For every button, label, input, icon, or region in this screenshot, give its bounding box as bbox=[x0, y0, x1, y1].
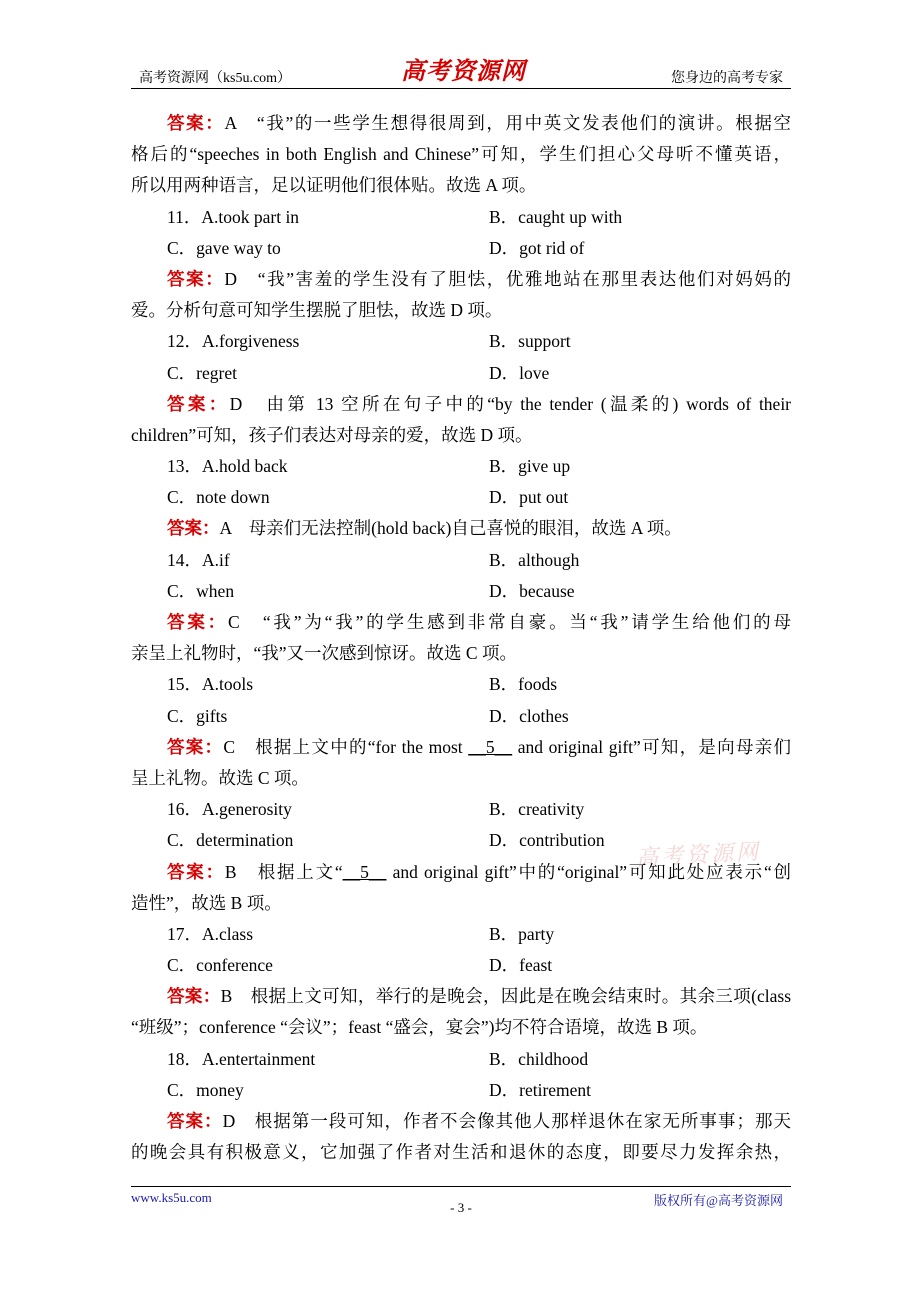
answer-letter: B bbox=[220, 986, 233, 1007]
answer-line bbox=[131, 607, 791, 638]
option-d: D．contribution bbox=[489, 830, 605, 851]
question-row bbox=[131, 326, 791, 357]
question-row bbox=[131, 358, 791, 389]
option-b: B．foods bbox=[489, 674, 558, 695]
answer-label: 答案： bbox=[167, 736, 224, 757]
answer-letter: D bbox=[222, 1111, 236, 1131]
page-number: - 3 - bbox=[450, 1200, 472, 1215]
explanation-text: 由第 13 空所在句子中的“by the tender (温柔的) words of their bbox=[266, 393, 792, 414]
answer-letter: C bbox=[223, 736, 236, 757]
option-a: A.entertainment bbox=[202, 1048, 316, 1069]
option-c: C．when bbox=[167, 580, 235, 601]
option-d: D．clothes bbox=[489, 705, 569, 726]
option-a: A.forgiveness bbox=[202, 331, 300, 352]
option-b: B．give up bbox=[489, 456, 571, 477]
answer-label: 答案： bbox=[167, 393, 230, 414]
answer-label: 答案： bbox=[167, 861, 225, 882]
question-number: 14． bbox=[167, 549, 202, 570]
answer-letter: A bbox=[224, 113, 237, 133]
explanation-text: “我”为“我”的学生感到非常自豪。当“我”请学生给他们的母 bbox=[262, 612, 792, 632]
option-a: A.class bbox=[202, 923, 254, 944]
answer-letter: D bbox=[229, 393, 243, 414]
answer-letter: D bbox=[224, 268, 237, 289]
explanation-text: “我”的一些学生想得很周到，用中英文发表他们的演讲。根据空 bbox=[256, 113, 791, 133]
header-logo: 高考资源网 bbox=[401, 59, 526, 85]
question-row bbox=[131, 669, 791, 700]
question-row bbox=[131, 202, 791, 233]
question-row bbox=[131, 576, 791, 607]
explanation-text: “我”害羞的学生没有了胆怯，优雅地站在那里表达他们对妈妈的 bbox=[257, 268, 792, 289]
option-a: A.hold back bbox=[202, 456, 288, 477]
option-c: C．gave way to bbox=[167, 237, 281, 258]
question-row bbox=[131, 1075, 791, 1106]
explanation-line: 呈上礼物。故选 C 项。 bbox=[131, 767, 309, 788]
answer-letter: B bbox=[224, 861, 237, 882]
option-c: C．gifts bbox=[167, 705, 228, 726]
answer-line bbox=[131, 513, 791, 544]
question-row bbox=[131, 482, 791, 513]
question-row bbox=[131, 451, 791, 482]
option-d: D．got rid of bbox=[489, 237, 585, 258]
explanation-text: 母亲们无法控制(hold back)自己喜悦的眼泪，故选 A 项。 bbox=[248, 518, 682, 539]
option-b: B．creativity bbox=[489, 799, 585, 820]
explanation-text: 根据上文中的“for the most bbox=[255, 736, 469, 757]
question-number: 16． bbox=[167, 799, 202, 820]
explanation-line: 的晚会具有积极意义，它加强了作者对生活和退休的态度，即要尽力发挥余热， bbox=[131, 1142, 791, 1163]
explanation-line: children”可知，孩子们表达对母亲的爱，故选 D 项。 bbox=[131, 424, 533, 445]
option-a: A.tools bbox=[202, 674, 254, 695]
question-row bbox=[131, 919, 791, 950]
answer-line bbox=[131, 264, 791, 295]
question-number: 11． bbox=[167, 206, 202, 227]
page-header bbox=[131, 50, 791, 89]
page-content bbox=[131, 108, 791, 1168]
answer-letter: C bbox=[227, 612, 240, 632]
explanation-text: 根据上文“ bbox=[257, 861, 343, 882]
question-number: 12． bbox=[167, 331, 202, 352]
explanation-text: 根据第一段可知，作者不会像其他人那样退休在家无所事事；那天 bbox=[254, 1111, 792, 1131]
answer-line bbox=[131, 389, 791, 420]
option-c: C．conference bbox=[167, 955, 273, 976]
question-row bbox=[131, 950, 791, 981]
option-b: B．caught up with bbox=[489, 206, 623, 227]
option-c: C．money bbox=[167, 1079, 244, 1100]
blank-reference: __5__ bbox=[342, 861, 387, 882]
explanation-text: and original gift”中的“original”可知此处应表示“创 bbox=[386, 861, 792, 882]
footer-site-link[interactable]: www.ks5u.com bbox=[131, 1190, 212, 1205]
answer-label: 答案： bbox=[167, 113, 225, 133]
answer-letter: A bbox=[219, 518, 232, 539]
option-d: D．retirement bbox=[489, 1079, 592, 1100]
explanation-line: 亲呈上礼物时，“我”又一次感到惊讶。故选 C 项。 bbox=[131, 643, 517, 664]
answer-line bbox=[131, 1106, 791, 1137]
explanation-line: 爱。分析句意可知学生摆脱了胆怯，故选 D 项。 bbox=[131, 300, 503, 321]
answer-label: 答案： bbox=[167, 518, 220, 539]
answer-line bbox=[131, 981, 791, 1012]
question-row bbox=[131, 545, 791, 576]
option-a: A.if bbox=[202, 549, 230, 570]
answer-line bbox=[131, 732, 791, 763]
option-c: C．determination bbox=[167, 830, 294, 851]
option-b: B．childhood bbox=[489, 1048, 589, 1069]
explanation-text: 根据上文可知，举行的是晚会，因此是在晚会结束时。其余三项(class bbox=[250, 986, 792, 1007]
question-number: 13． bbox=[167, 456, 202, 477]
answer-line bbox=[131, 108, 791, 139]
question-number: 18． bbox=[167, 1048, 202, 1069]
option-d: D．put out bbox=[489, 487, 569, 508]
question-row bbox=[131, 233, 791, 264]
option-b: B．support bbox=[489, 331, 571, 352]
header-slogan: 您身边的高考专家 bbox=[671, 71, 783, 86]
question-row bbox=[131, 1044, 791, 1075]
question-number: 17． bbox=[167, 923, 202, 944]
option-d: D．because bbox=[489, 580, 575, 601]
option-a: A.generosity bbox=[202, 799, 292, 820]
option-c: C．note down bbox=[167, 487, 270, 508]
answer-label: 答案： bbox=[167, 268, 225, 289]
option-c: C．regret bbox=[167, 362, 237, 383]
question-row bbox=[131, 794, 791, 825]
watermark: 高考资源网 bbox=[635, 838, 762, 871]
explanation-line: 格后的“speeches in both English and Chinese”可知，学生们担心父母听不懂英语， bbox=[131, 144, 791, 165]
answer-label: 答案： bbox=[167, 612, 228, 632]
explanation-text: and original gift”可知，是向母亲们 bbox=[512, 736, 792, 757]
answer-label: 答案： bbox=[167, 1111, 223, 1131]
option-b: B．party bbox=[489, 923, 555, 944]
explanation-line: 造性”，故选 B 项。 bbox=[131, 892, 282, 913]
question-row bbox=[131, 701, 791, 732]
answer-label: 答案： bbox=[167, 986, 221, 1007]
option-d: D．love bbox=[489, 362, 550, 383]
footer-copyright: 版权所有@高考资源网 bbox=[654, 1193, 783, 1208]
explanation-line: 所以用两种语言，足以证明他们很体贴。故选 A 项。 bbox=[131, 175, 537, 196]
option-d: D．feast bbox=[489, 955, 553, 976]
question-number: 15． bbox=[167, 674, 202, 695]
explanation-line: “班级”；conference “会议”；feast “盛会，宴会”)均不符合语境，故选 B 项。 bbox=[131, 1017, 708, 1038]
page-footer bbox=[131, 1186, 791, 1217]
blank-reference: __5__ bbox=[468, 736, 513, 757]
option-a: A.took part in bbox=[201, 206, 300, 227]
header-site-name: 高考资源网（ks5u.com） bbox=[139, 71, 292, 86]
option-b: B．although bbox=[489, 549, 580, 570]
